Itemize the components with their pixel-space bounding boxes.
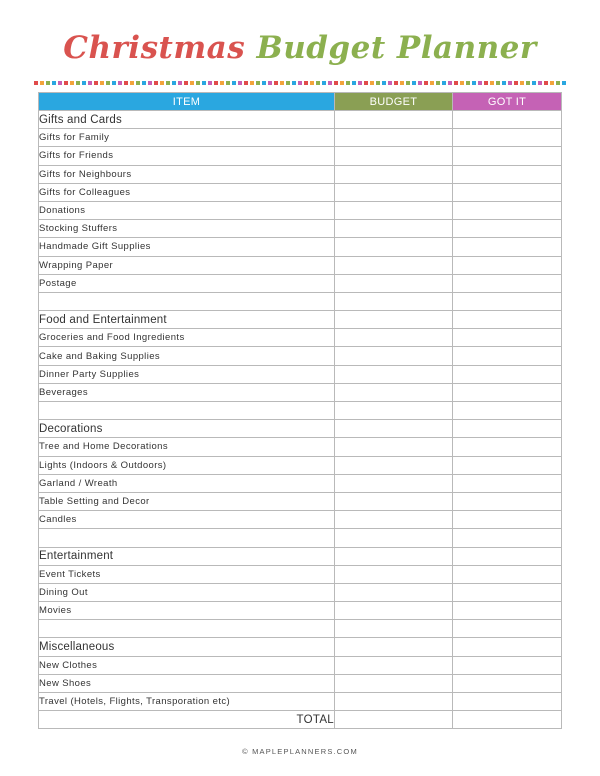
category-label: Decorations — [39, 420, 335, 438]
category-label: Entertainment — [39, 547, 335, 565]
table-row — [39, 492, 562, 510]
item-label: Wrapping Paper — [39, 256, 335, 274]
got-it-cell[interactable] — [453, 111, 562, 129]
budget-cell[interactable] — [335, 511, 453, 529]
table-row — [39, 238, 562, 256]
got-it-cell[interactable] — [453, 420, 562, 438]
budget-cell[interactable] — [335, 183, 453, 201]
table-row — [39, 165, 562, 183]
budget-cell[interactable] — [335, 583, 453, 601]
budget-cell[interactable] — [335, 529, 453, 547]
item-label: Tree and Home Decorations — [39, 438, 335, 456]
got-it-cell[interactable] — [453, 602, 562, 620]
budget-cell[interactable] — [335, 201, 453, 219]
budget-cell[interactable] — [335, 438, 453, 456]
got-it-cell[interactable] — [453, 383, 562, 401]
title-budget-planner: Budget Planner — [256, 30, 537, 66]
item-label — [39, 292, 335, 310]
blank-row — [39, 529, 562, 547]
table-row — [39, 602, 562, 620]
category-label: Gifts and Cards — [39, 111, 335, 129]
table-row — [39, 438, 562, 456]
table-row — [39, 147, 562, 165]
item-label: Event Tickets — [39, 565, 335, 583]
table-row — [39, 347, 562, 365]
item-label: Gifts for Family — [39, 129, 335, 147]
table-row — [39, 365, 562, 383]
got-it-cell[interactable] — [453, 347, 562, 365]
budget-cell[interactable] — [335, 602, 453, 620]
total-label: TOTAL — [39, 711, 335, 729]
item-label: Handmade Gift Supplies — [39, 238, 335, 256]
total-row — [39, 711, 562, 729]
category-label: Food and Entertainment — [39, 311, 335, 329]
got-it-cell[interactable] — [453, 565, 562, 583]
got-it-cell[interactable] — [453, 147, 562, 165]
table-row — [39, 129, 562, 147]
budget-cell[interactable] — [335, 638, 453, 656]
item-label: Movies — [39, 602, 335, 620]
category-row — [39, 547, 562, 565]
budget-cell[interactable] — [335, 311, 453, 329]
item-column-header: ITEM — [39, 93, 335, 111]
budget-cell[interactable] — [335, 292, 453, 310]
category-label: Miscellaneous — [39, 638, 335, 656]
got-it-cell[interactable] — [453, 547, 562, 565]
table-row — [39, 474, 562, 492]
got-it-cell[interactable] — [453, 529, 562, 547]
item-label: Dining Out — [39, 583, 335, 601]
table-row — [39, 583, 562, 601]
got-it-cell[interactable] — [453, 456, 562, 474]
page-title — [0, 30, 600, 66]
got-it-cell[interactable] — [453, 129, 562, 147]
item-label: Gifts for Colleagues — [39, 183, 335, 201]
got-it-cell[interactable] — [453, 274, 562, 292]
got-it-cell[interactable] — [453, 201, 562, 219]
got-it-cell[interactable] — [453, 674, 562, 692]
blank-row — [39, 402, 562, 420]
budget-cell[interactable] — [335, 674, 453, 692]
total-budget-cell[interactable] — [335, 711, 453, 729]
budget-cell[interactable] — [335, 274, 453, 292]
got-it-cell[interactable] — [453, 329, 562, 347]
header-row — [39, 93, 562, 111]
item-label: Table Setting and Decor — [39, 492, 335, 510]
got-it-cell[interactable] — [453, 474, 562, 492]
table-row — [39, 656, 562, 674]
item-label: Lights (Indoors & Outdoors) — [39, 456, 335, 474]
got-it-cell[interactable] — [453, 165, 562, 183]
got-it-cell[interactable] — [453, 292, 562, 310]
budget-table — [38, 92, 562, 729]
budget-cell[interactable] — [335, 347, 453, 365]
item-label: Gifts for Friends — [39, 147, 335, 165]
budget-cell[interactable] — [335, 547, 453, 565]
got-it-cell[interactable] — [453, 656, 562, 674]
budget-cell[interactable] — [335, 620, 453, 638]
item-label: Donations — [39, 201, 335, 219]
item-label: Groceries and Food Ingredients — [39, 329, 335, 347]
got-it-cell[interactable] — [453, 438, 562, 456]
budget-cell[interactable] — [335, 402, 453, 420]
category-row — [39, 311, 562, 329]
category-row — [39, 638, 562, 656]
budget-cell[interactable] — [335, 420, 453, 438]
category-row — [39, 420, 562, 438]
item-label: Dinner Party Supplies — [39, 365, 335, 383]
got-it-cell[interactable] — [453, 620, 562, 638]
table-row — [39, 456, 562, 474]
table-row — [39, 329, 562, 347]
got-it-column-header: GOT IT — [453, 93, 562, 111]
budget-cell[interactable] — [335, 220, 453, 238]
got-it-cell[interactable] — [453, 220, 562, 238]
table-row — [39, 674, 562, 692]
budget-cell[interactable] — [335, 474, 453, 492]
table-body — [39, 111, 562, 711]
budget-cell[interactable] — [335, 256, 453, 274]
budget-column-header: BUDGET — [335, 93, 453, 111]
table-row — [39, 256, 562, 274]
budget-cell[interactable] — [335, 693, 453, 711]
table-row — [39, 201, 562, 219]
item-label: Travel (Hotels, Flights, Transporation etc) — [39, 693, 335, 711]
got-it-cell[interactable] — [453, 183, 562, 201]
title-christmas: Christmas — [63, 30, 246, 66]
budget-cell[interactable] — [335, 365, 453, 383]
budget-cell[interactable] — [335, 238, 453, 256]
item-label: Candles — [39, 511, 335, 529]
item-label: New Clothes — [39, 656, 335, 674]
budget-cell[interactable] — [335, 456, 453, 474]
got-it-cell[interactable] — [453, 511, 562, 529]
blank-row — [39, 620, 562, 638]
item-label: Beverages — [39, 383, 335, 401]
table-row — [39, 220, 562, 238]
dotted-divider — [34, 81, 566, 85]
item-label: Garland / Wreath — [39, 474, 335, 492]
budget-cell[interactable] — [335, 165, 453, 183]
got-it-cell[interactable] — [453, 238, 562, 256]
table-row — [39, 274, 562, 292]
item-label: Stocking Stuffers — [39, 220, 335, 238]
item-label: New Shoes — [39, 674, 335, 692]
budget-cell[interactable] — [335, 129, 453, 147]
category-row — [39, 111, 562, 129]
budget-cell[interactable] — [335, 492, 453, 510]
blank-row — [39, 292, 562, 310]
got-it-cell[interactable] — [453, 311, 562, 329]
table-row — [39, 693, 562, 711]
item-label: Postage — [39, 274, 335, 292]
budget-cell[interactable] — [335, 656, 453, 674]
got-it-cell[interactable] — [453, 583, 562, 601]
budget-cell[interactable] — [335, 329, 453, 347]
budget-cell[interactable] — [335, 383, 453, 401]
table-row — [39, 183, 562, 201]
table-row — [39, 383, 562, 401]
table-row — [39, 511, 562, 529]
item-label: Cake and Baking Supplies — [39, 347, 335, 365]
item-label: Gifts for Neighbours — [39, 165, 335, 183]
got-it-cell[interactable] — [453, 693, 562, 711]
got-it-cell[interactable] — [453, 402, 562, 420]
got-it-cell[interactable] — [453, 638, 562, 656]
item-label — [39, 529, 335, 547]
budget-cell[interactable] — [335, 111, 453, 129]
total-got-it-cell[interactable] — [453, 711, 562, 729]
budget-cell[interactable] — [335, 147, 453, 165]
got-it-cell[interactable] — [453, 256, 562, 274]
budget-cell[interactable] — [335, 565, 453, 583]
got-it-cell[interactable] — [453, 365, 562, 383]
got-it-cell[interactable] — [453, 492, 562, 510]
footer-credit: © MAPLEPLANNERS.COM — [242, 747, 358, 756]
table-row — [39, 565, 562, 583]
item-label — [39, 402, 335, 420]
item-label — [39, 620, 335, 638]
